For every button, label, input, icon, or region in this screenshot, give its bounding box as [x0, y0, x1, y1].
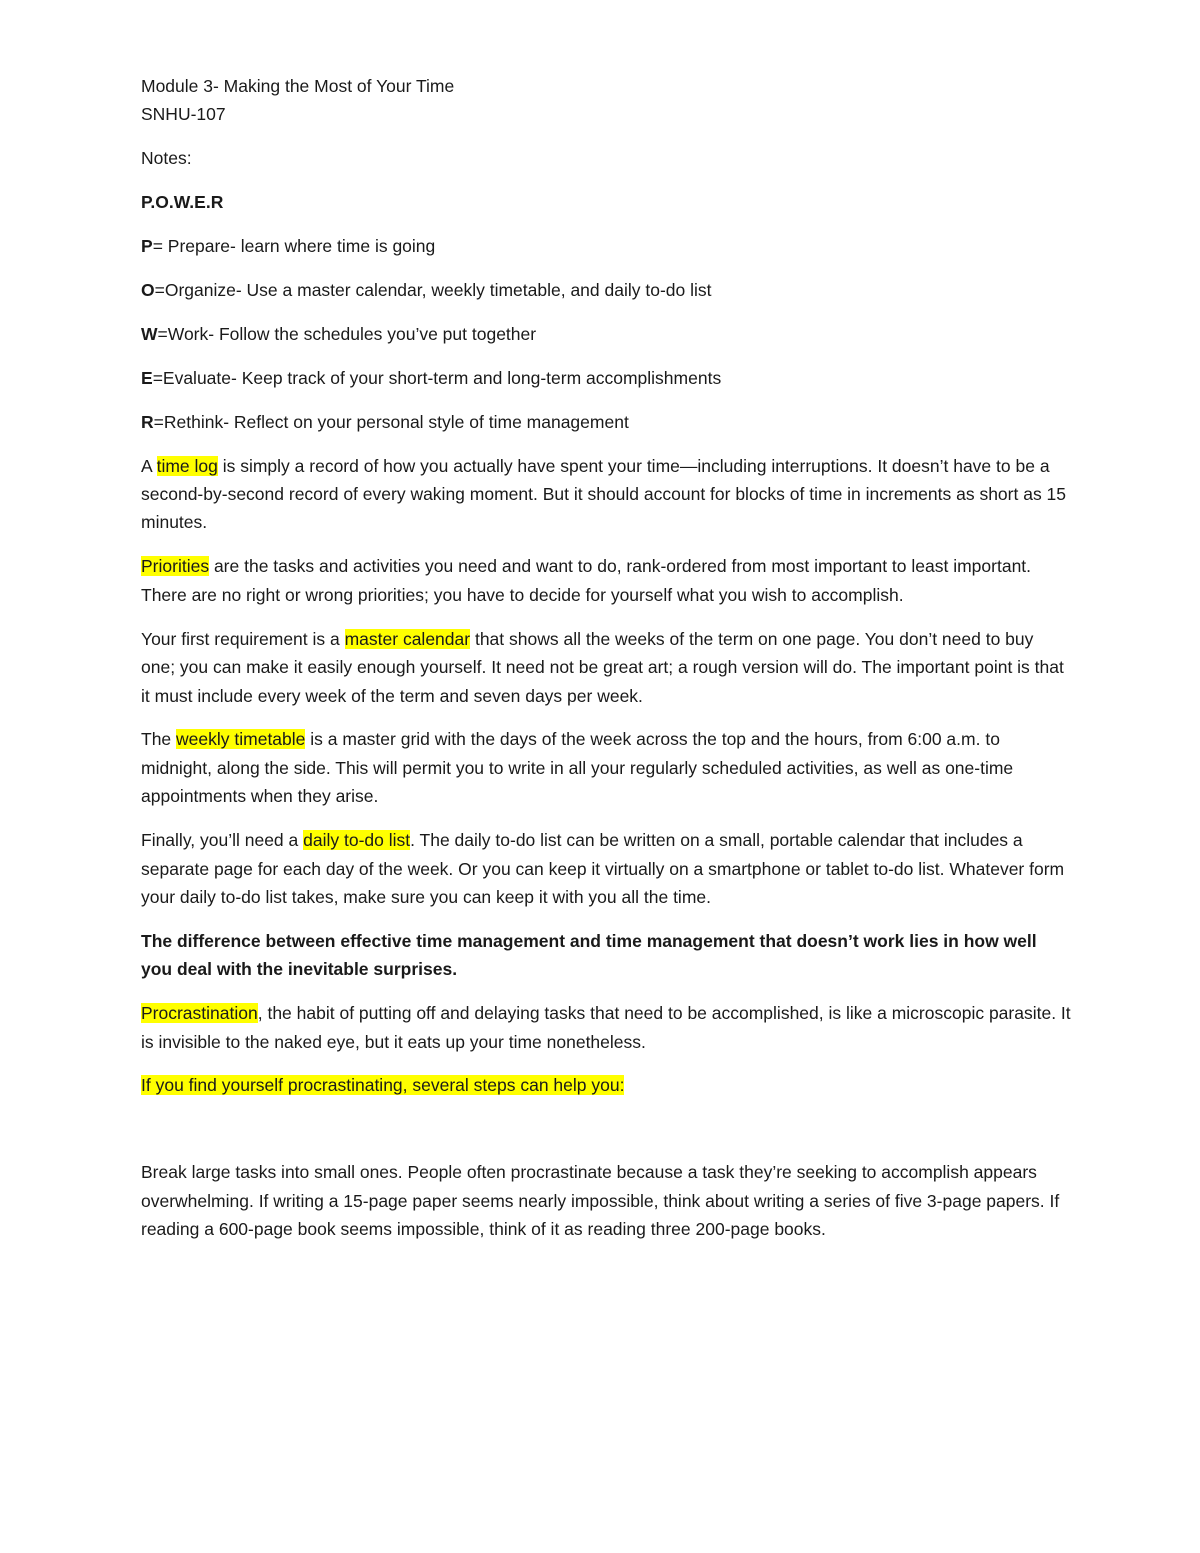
highlighted-term: weekly timetable: [176, 729, 306, 750]
power-heading: P.O.W.E.R: [141, 192, 224, 213]
course-code: SNHU-107: [141, 104, 226, 125]
power-text: =Organize- Use a master calendar, weekly timetable, and daily to-do list: [154, 280, 712, 301]
power-text: =Rethink- Reflect on your personal style of time management: [153, 411, 629, 432]
break-tasks-paragraph: Break large tasks into small ones. People often procrastinate because a task they’re seeking to accomplish appears overwhelming. If writing a 15-page paper seems nearly impossible, think about writing a series of five 3-page papers. If reading a 600-page book seems impossible, think of it as reading three 200-page books.: [141, 1162, 1060, 1240]
power-item-w: [141, 320, 1071, 348]
power-letter: R: [141, 411, 154, 432]
todo-list-paragraph: [141, 826, 1071, 911]
text-run: A: [141, 455, 157, 476]
document-title: Module 3- Making the Most of Your Time: [141, 76, 455, 96]
text-run: , the habit of putting off and delaying tasks that need to be accomplished, is like a microscopic parasite. It is invisible to the naked eye, but it eats up your time nonetheless.: [141, 1003, 1071, 1052]
steps-intro: [141, 1071, 1071, 1099]
power-text: =Evaluate- Keep track of your short-term and long-term accomplishments: [152, 367, 722, 388]
power-letter: P: [141, 236, 153, 257]
text-run: that shows all the weeks of the term on one page. You don’t need to buy one; you can make it easily enough yourself. It need not be great art; a rough version will do. The important point is that it must include every week of the term and seven days per week.: [141, 628, 1064, 706]
power-letter: W: [141, 323, 158, 344]
weekly-timetable-paragraph: [141, 725, 1071, 810]
power-item-p: [141, 232, 1071, 260]
power-item-o: [141, 276, 1071, 304]
procrastination-paragraph: [141, 999, 1071, 1056]
highlighted-term: master calendar: [344, 628, 471, 649]
power-letter: E: [141, 367, 153, 388]
highlighted-term: daily to-do list: [303, 830, 411, 851]
time-log-paragraph: [141, 452, 1071, 537]
power-text: =Work- Follow the schedules you’ve put together: [157, 323, 537, 344]
blank-line: [141, 1115, 1071, 1158]
master-calendar-paragraph: [141, 625, 1071, 710]
highlighted-sentence: If you find yourself procrastinating, several steps can help you:: [141, 1075, 625, 1096]
text-run: . The daily to-do list can be written on a small, portable calendar that includes a separate page for each day of the week. Or you can keep it virtually on a smartphone or tablet to-do list. Whatever form your daily to-do list takes, make sure you can keep it with you all the time.: [141, 830, 1065, 907]
text-run: Your first requirement is a: [141, 628, 345, 649]
text-run: are the tasks and activities you need and want to do, rank-ordered from most important to least important. There are no right or wrong priorities; you have to decide for yourself what you wish to accomplish.: [141, 556, 1032, 605]
highlighted-term: time log: [156, 455, 218, 476]
power-item-e: [141, 364, 1071, 392]
power-letter: O: [141, 280, 155, 301]
text-run: The: [141, 729, 177, 750]
text-run: Finally, you’ll need a: [141, 830, 304, 851]
highlighted-term: Priorities: [141, 556, 210, 577]
difference-paragraph: The difference between effective time management and time management that doesn’t work lies in how well you deal with the inevitable surprises.: [141, 930, 1037, 980]
highlighted-term: Procrastination: [141, 1003, 258, 1024]
power-item-r: [141, 408, 1071, 436]
text-run: is a master grid with the days of the week across the top and the hours, from 6:00 a.m. to midnight, along the side. This will permit you to write in all your regularly scheduled activities, as well as one-time appointments when they arise.: [141, 729, 1014, 807]
document-page: [141, 72, 1071, 1259]
priorities-paragraph: [141, 552, 1071, 609]
text-run: is simply a record of how you actually have spent your time—including interruptions. It doesn’t have to be a second-by-second record of every waking moment. But it should account for blocks of time in increments as short as 15 minutes.: [141, 455, 1067, 533]
notes-label: Notes:: [141, 148, 192, 169]
power-text: = Prepare- learn where time is going: [152, 236, 436, 257]
